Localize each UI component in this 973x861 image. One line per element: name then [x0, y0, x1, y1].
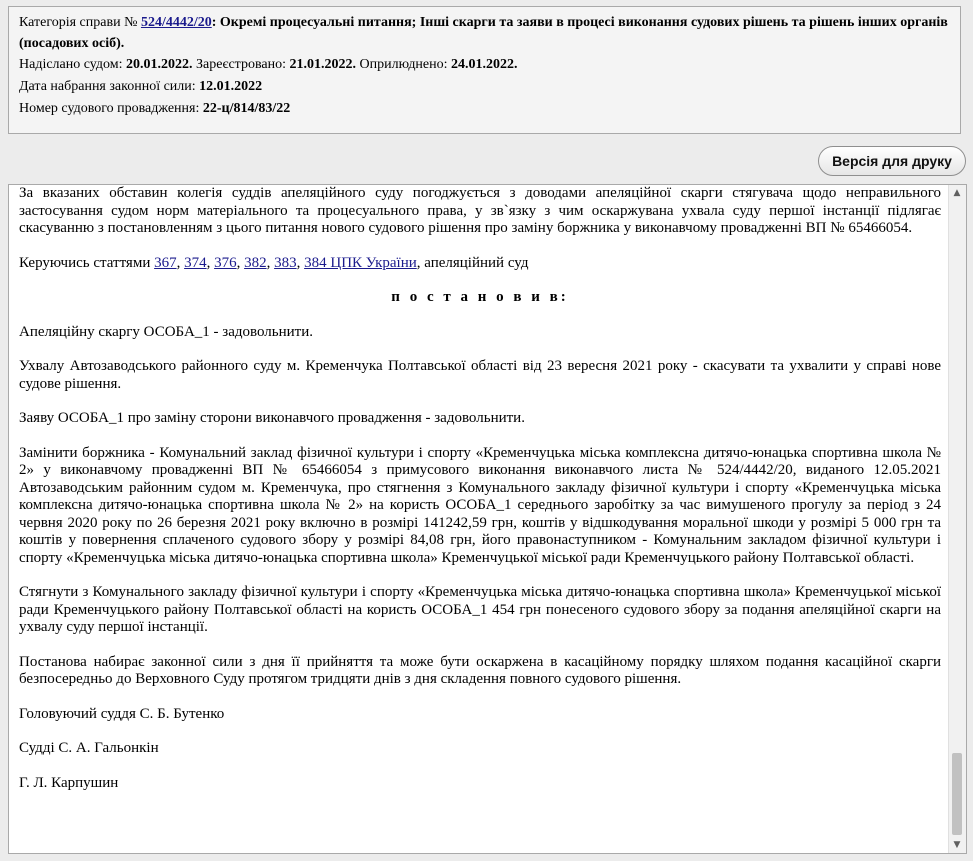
published-date: 24.01.2022. [451, 57, 518, 72]
paragraph: Апеляційну скаргу ОСОБА_1 - задовольнити. [19, 323, 313, 340]
case-number-link[interactable]: 524/4442/20 [140, 15, 212, 30]
article-link-367[interactable]: 367 [154, 254, 177, 271]
document-text [9, 185, 951, 853]
judges: Судді С. А. Гальонкін [19, 740, 159, 756]
document-viewer[interactable] [8, 184, 967, 854]
proceeding-label: Номер судового провадження: [19, 101, 203, 116]
proceeding-row [19, 98, 950, 120]
vertical-scrollbar[interactable] [948, 185, 966, 853]
article-link-383[interactable]: 383 [274, 254, 297, 271]
category-label: Категорія справи № [19, 15, 141, 30]
category-value: : Окремі процесуальні питання; Інші скарги та заяви в процесі виконання судових рішень та рішень інших органів (посадових осіб). [19, 15, 948, 51]
registered-date: 21.01.2022. [289, 57, 356, 72]
article-link-382[interactable]: 382 [244, 254, 267, 271]
paragraph: Замінити боржника - Комунальний заклад фізичної культури і спорту «Кременчуцька міська комплексна дитячо-юнацька спортивна школа № 2» у виконавчому провадженні ВП № 65466054 з примусового виконання виконавчого листа № 524/4442/20, виданого 12.05.2021 Автозаводським районним судом м. Кременчука, про стягнення з Комунального закладу фізичної культури і спорту «Кременчуцька міська комплексна дитячо-юнацька спортивна школа № 2» на користь ОСОБА_1 середнього заробітку за час вимушеного прогулу за період з 24 червня 2020 року по 26 березня 2021 року включно в розмірі 141242,59 грн, коштів у відшкодування моральної шкоди у розмірі 5 000 грн та коштів у повернення сплаченого судового збору у розмірі 84,08 грн, його правонаступником - Комунальним закладом фізичної культури і спорту «Кременчуцька міська дитячо-юнацька спортивна школа» Кременчуцької міської ради Кременчуцького району Полтавської області. [19, 444, 941, 566]
paragraph: Заяву ОСОБА_1 про заміну сторони виконавчого провадження - задовольнити. [19, 410, 525, 426]
sent-label: Надіслано судом: [19, 57, 126, 72]
effective-date: 12.01.2022 [199, 79, 263, 94]
presiding-judge: Головуючий суддя С. Б. Бутенко [19, 705, 225, 722]
case-info-panel [8, 6, 961, 134]
governing-articles-paragraph: Керуючись статтями 367, 374, 376, 382, 383, 384 ЦПК України, апеляційний суд [19, 254, 529, 271]
case-category-row [19, 12, 950, 54]
article-link-374[interactable]: 374 [184, 254, 207, 271]
paragraph: Ухвалу Автозаводського районного суду м. Кременчука Полтавської області від 23 вересня 2021 року - скасувати та ухвалити у справі нове судове рішення. [19, 358, 941, 392]
proceeding-number: 22-ц/814/83/22 [202, 101, 291, 116]
scroll-up-icon[interactable]: ▲ [953, 188, 961, 198]
sent-date: 20.01.2022. [126, 57, 193, 72]
paragraph: Постанова набирає законної сили з дня її прийняття та може бути оскаржена в касаційному порядку шляхом подання касаційної скарги безпосередньо до Верховного Суду протягом тридцяти днів з дня складення повного судового рішення. [19, 653, 941, 687]
registered-label: Зареєстровано: [192, 57, 290, 72]
paragraph: Стягнути з Комунального закладу фізичної культури і спорту «Кременчуцька міська дитячо-юнацька спортивна школа» Кременчуцької міської ради Кременчуцького району Полтавської області на користь ОСОБА_1 454 грн понесеного судового збору за подання апеляційної скарги на ухвалу суду першої інстанції. [19, 584, 941, 635]
ruling-heading: п о с т а н о в и в: [391, 289, 569, 305]
article-link-376[interactable]: 376 [214, 254, 237, 271]
paragraph: За вказаних обставин колегія суддів апеляційного суду погоджується з доводами апеляційної скарги стягувача щодо неправильного застосування судом норм матеріального та процесуального права, у зв`язку з чим оскаржувана ухвала суду першої інстанції підлягає скасуванню з постановленням з цього питання нового судового рішення про заміну боржника у виконавчому провадженні ВП № 65466054. [19, 185, 941, 236]
print-version-button[interactable]: Версія для друку [818, 146, 966, 176]
scroll-down-icon[interactable]: ▼ [953, 840, 961, 850]
article-link-384-cpc[interactable]: 384 ЦПК України [304, 254, 417, 271]
published-label: Оприлюднено: [355, 57, 452, 72]
dates-row [19, 54, 950, 76]
scrollbar-thumb[interactable] [952, 753, 962, 835]
effective-label: Дата набрання законної сили: [19, 79, 200, 94]
judge: Г. Л. Карпушин [19, 774, 119, 791]
effective-row [19, 76, 950, 98]
